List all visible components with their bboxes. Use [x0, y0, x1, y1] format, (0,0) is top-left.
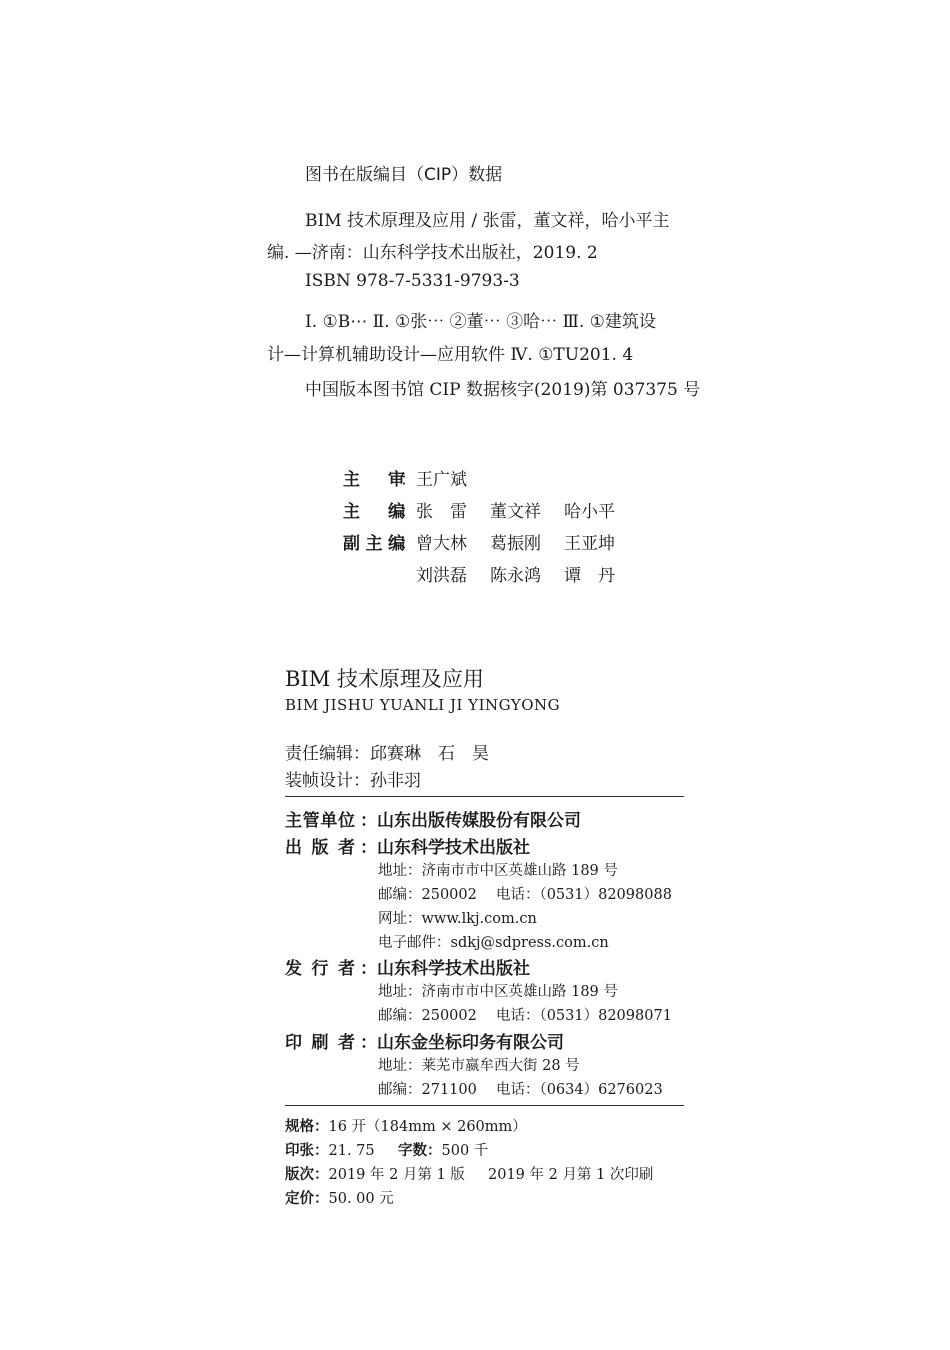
- publisher-value: 山东科学技术出版社: [377, 838, 530, 858]
- sponsor-name: ：山东出版传媒股份有限公司: [360, 811, 581, 831]
- cip-subject-line-2: 计—计算机辅助设计—应用软件 Ⅳ. ①TU201. 4: [267, 345, 634, 365]
- associate-editor-name: 陈永鸿: [490, 566, 541, 586]
- associate-editor-name: 葛振刚: [490, 534, 541, 554]
- editor-name: 哈小平: [564, 502, 615, 522]
- divider: [285, 796, 684, 797]
- edition-line: [285, 1163, 465, 1184]
- reviewer-name: 王广斌: [416, 470, 467, 490]
- divider: [285, 1105, 684, 1106]
- distributor-postal-phone: 邮编：250002 电话：（0531）82098071: [378, 1008, 672, 1024]
- sheets-value: 21. 75: [328, 1143, 375, 1159]
- sponsor-label: 主管单位: [285, 811, 355, 831]
- cip-number: 中国版本图书馆 CIP 数据核字(2019)第 037375 号: [305, 380, 701, 400]
- distributor-value: 山东科学技术出版社: [377, 959, 530, 979]
- cip-entry-line-2: 编. —济南：山东科学技术出版社，2019. 2: [267, 243, 598, 263]
- editors-colon: ：: [400, 502, 417, 522]
- format-label: 规格：: [285, 1119, 329, 1135]
- printing-value: 2019 年 2 月第 1 次印刷: [488, 1167, 654, 1183]
- cover-design: 装帧设计：孙非羽: [285, 771, 421, 791]
- book-title-pinyin: BIM JISHU YUANLI JI YINGYONG: [285, 696, 561, 714]
- words-value: 500 千: [441, 1143, 489, 1159]
- publisher-website: 网址：www.lkj.com.cn: [378, 911, 537, 927]
- associate-editor-name: 刘洪磊: [416, 566, 467, 586]
- cip-entry-line-1: BIM 技术原理及应用 / 张雷，董文祥，哈小平主: [305, 211, 670, 231]
- distributor-address: 地址：济南市市中区英雄山路 189 号: [378, 984, 618, 1000]
- cip-isbn: ISBN 978-7-5331-9793-3: [305, 271, 520, 291]
- publisher-label: 出版者: [285, 838, 355, 858]
- associate-editor-name: 谭 丹: [564, 566, 615, 586]
- price-label: 定价：: [285, 1191, 329, 1207]
- associate-editor-name: 曾大林: [416, 534, 467, 554]
- publisher-address: 地址：济南市市中区英雄山路 189 号: [378, 863, 618, 879]
- associate-editors-label: 副主编: [343, 534, 405, 554]
- printer-postal-phone: 邮编：271100 电话：（0634）6276023: [378, 1082, 663, 1098]
- sheets-line: [285, 1139, 375, 1160]
- publisher-name: ：山东科学技术出版社: [360, 838, 530, 858]
- editor-name: 张 雷: [416, 502, 467, 522]
- publisher-postal-phone: 邮编：250002 电话：（0531）82098088: [378, 887, 672, 903]
- printer-label: 印刷者: [285, 1033, 355, 1053]
- publisher-email: 电子邮件：sdkj@sdpress.com.cn: [378, 935, 609, 951]
- format-value: 16 开（184mm × 260mm）: [328, 1119, 527, 1135]
- associate-editors-colon: ：: [400, 534, 417, 554]
- editor-name: 董文祥: [490, 502, 541, 522]
- reviewer-label: 主审: [343, 470, 405, 490]
- words-line: [398, 1139, 488, 1160]
- price-line: [285, 1187, 394, 1208]
- edition-label: 版次：: [285, 1167, 329, 1183]
- format-line: [285, 1115, 527, 1136]
- cip-subject-line-1: Ⅰ. ①B⋯ Ⅱ. ①张⋯ ②董⋯ ③哈⋯ Ⅲ. ①建筑设: [305, 312, 656, 332]
- associate-editor-name: 王亚坤: [564, 534, 615, 554]
- distributor-name: ：山东科学技术出版社: [360, 959, 530, 979]
- words-label: 字数：: [398, 1143, 442, 1159]
- book-title: BIM 技术原理及应用: [285, 667, 484, 691]
- sponsor-value: 山东出版传媒股份有限公司: [377, 811, 581, 831]
- printer-name: ：山东金坐标印务有限公司: [360, 1033, 564, 1053]
- editors-label: 主编: [343, 502, 405, 522]
- printer-address: 地址：莱芜市嬴牟西大街 28 号: [378, 1058, 580, 1074]
- price-value: 50. 00 元: [328, 1191, 394, 1207]
- distributor-label: 发行者: [285, 959, 355, 979]
- sheets-label: 印张：: [285, 1143, 329, 1159]
- edition-value: 2019 年 2 月第 1 版: [328, 1167, 465, 1183]
- editor-in-charge: 责任编辑：邱赛琳 石 昊: [285, 744, 489, 764]
- reviewer-colon: ：: [400, 470, 417, 490]
- printer-value: 山东金坐标印务有限公司: [377, 1033, 564, 1053]
- cip-heading: 图书在版编目（CIP）数据: [305, 165, 503, 185]
